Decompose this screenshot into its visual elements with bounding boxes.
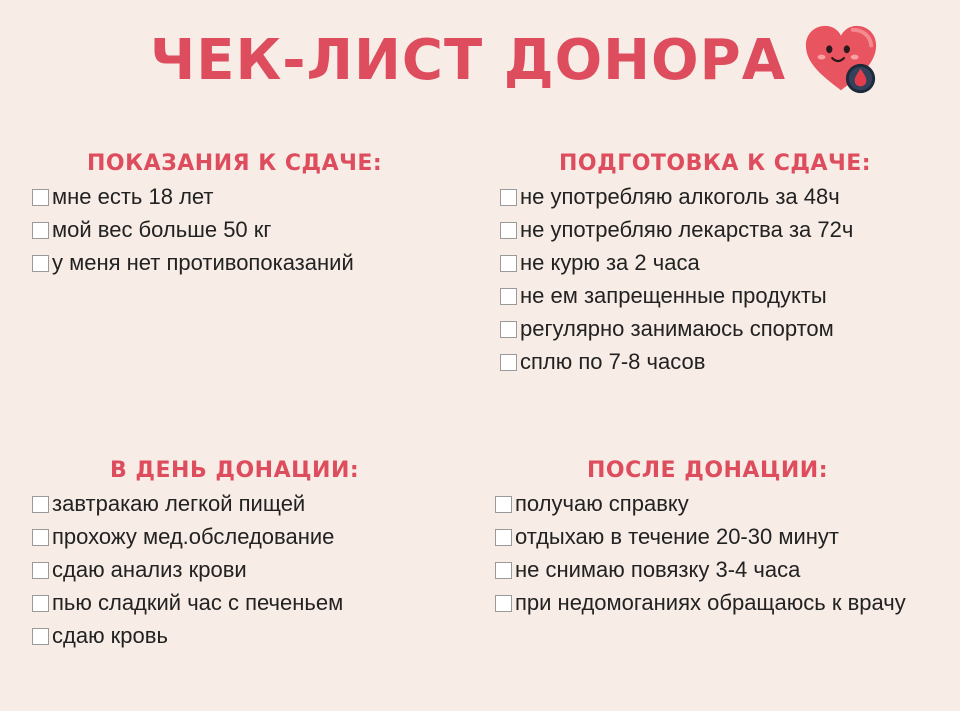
- checkbox[interactable]: [500, 255, 517, 272]
- checklist-item-label: не курю за 2 часа: [520, 250, 700, 275]
- checkbox[interactable]: [495, 496, 512, 513]
- checklist-item: [500, 345, 940, 378]
- section-title: ПОКАЗАНИЯ К СДАЧЕ:: [87, 151, 383, 176]
- checkbox[interactable]: [495, 562, 512, 579]
- checklist-item: [495, 586, 925, 619]
- checklist: [495, 487, 925, 619]
- checklist-item: [500, 213, 940, 246]
- checkbox[interactable]: [495, 595, 512, 612]
- checklist-item: [500, 312, 940, 345]
- checkbox[interactable]: [32, 189, 49, 206]
- checklist-item-label: мой вес больше 50 кг: [52, 217, 272, 242]
- section-title: ПОДГОТОВКА К СДАЧЕ:: [559, 151, 872, 176]
- checkbox[interactable]: [500, 321, 517, 338]
- checklist-item-label: мне есть 18 лет: [52, 184, 214, 209]
- checkbox[interactable]: [500, 288, 517, 305]
- checkbox[interactable]: [32, 222, 49, 239]
- checklist-item-label: сдаю кровь: [52, 623, 168, 648]
- checkbox[interactable]: [32, 628, 49, 645]
- section-title: В ДЕНЬ ДОНАЦИИ:: [110, 458, 360, 483]
- checklist-item: [495, 487, 925, 520]
- checkbox[interactable]: [32, 529, 49, 546]
- checklist-item: [495, 553, 925, 586]
- checklist-item: [32, 619, 452, 652]
- checkbox[interactable]: [32, 595, 49, 612]
- checklist-item: [32, 553, 452, 586]
- checklist-item-label: не употребляю алкоголь за 48ч: [520, 184, 840, 209]
- checkbox[interactable]: [32, 562, 49, 579]
- checklist-item-label: прохожу мед.обследование: [52, 524, 335, 549]
- checklist-item-label: получаю справку: [515, 491, 689, 516]
- checklist: [32, 487, 452, 652]
- checklist-item: [500, 246, 940, 279]
- checklist-item-label: не ем запрещенные продукты: [520, 283, 827, 308]
- checklist-item-label: не снимаю повязку 3-4 часа: [515, 557, 801, 582]
- checklist-item: [32, 520, 452, 553]
- page-header: [150, 22, 880, 100]
- checkbox[interactable]: [495, 529, 512, 546]
- checklist-item-label: не употребляю лекарства за 72ч: [520, 217, 854, 242]
- checklist-item-label: регулярно занимаюсь спортом: [520, 316, 834, 341]
- checkbox[interactable]: [32, 255, 49, 272]
- checklist-item-label: у меня нет противопоказаний: [52, 250, 354, 275]
- checkbox[interactable]: [32, 496, 49, 513]
- checkbox[interactable]: [500, 189, 517, 206]
- page-title: ЧЕК-ЛИСТ ДОНОРА: [150, 28, 787, 93]
- checklist-item-label: отдыхаю в течение 20-30 минут: [515, 524, 839, 549]
- checkbox[interactable]: [500, 222, 517, 239]
- checklist-item-label: пью сладкий час с печеньем: [52, 590, 344, 615]
- checklist-item: [32, 586, 452, 619]
- checklist-item: [32, 246, 452, 279]
- checkbox[interactable]: [500, 354, 517, 371]
- heart-with-blood-drop-icon: [802, 22, 880, 100]
- checklist-item: [32, 180, 452, 213]
- checklist-item-label: сплю по 7-8 часов: [520, 349, 706, 374]
- section-title: ПОСЛЕ ДОНАЦИИ:: [587, 458, 828, 483]
- checklist-item: [32, 487, 452, 520]
- checklist: [500, 180, 940, 378]
- checklist-item: [500, 180, 940, 213]
- checklist-item-label: сдаю анализ крови: [52, 557, 247, 582]
- checklist-item-label: при недомоганиях обращаюсь к врачу: [515, 590, 906, 615]
- checklist-item: [500, 279, 940, 312]
- checklist-item: [495, 520, 925, 553]
- checklist: [32, 180, 452, 279]
- checklist-item: [32, 213, 452, 246]
- checklist-item-label: завтракаю легкой пищей: [52, 491, 306, 516]
